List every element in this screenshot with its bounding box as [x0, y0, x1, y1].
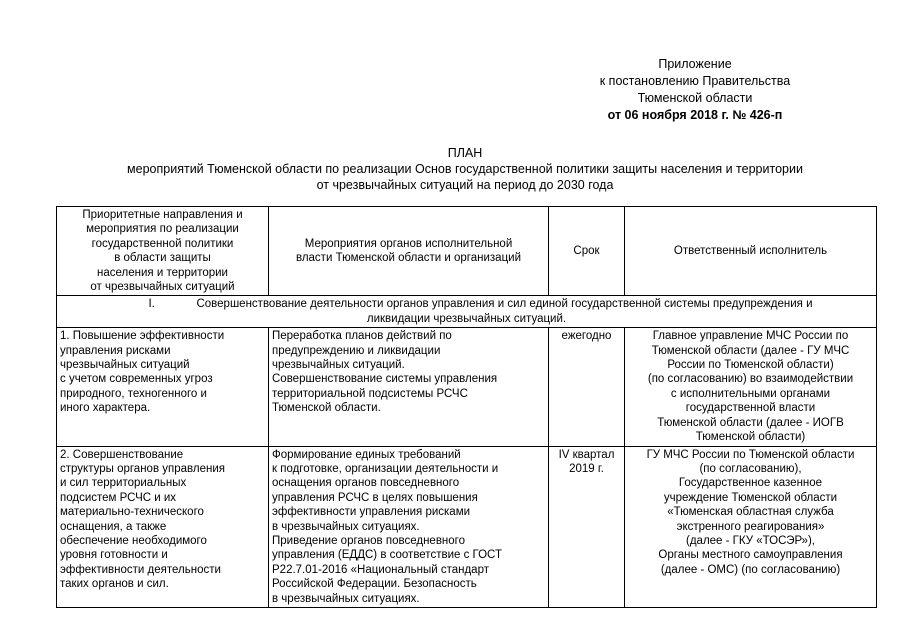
section-number: I.: [148, 298, 155, 311]
row1-executor: [625, 328, 877, 446]
cell-line: в чрезвычайных ситуациях.: [272, 520, 420, 533]
cell-line: оснащения, а также: [60, 520, 167, 533]
cell-line: чрезвычайных ситуаций: [60, 359, 190, 372]
section-title-line: ликвидации чрезвычайных ситуаций.: [366, 312, 567, 325]
title-line: мероприятий Тюменской области по реализации Основ государственной политики защиты населения и территории: [127, 162, 803, 176]
cell-line: предупреждению и ликвидации: [272, 344, 441, 357]
cell-line: иного характера.: [60, 402, 151, 415]
cell-line: (далее - ОМС) (по согласованию): [660, 563, 841, 576]
section-heading: [57, 296, 877, 328]
cell-line: природного, техногенного и: [60, 387, 207, 400]
cell-line: Переработка планов действий по: [272, 330, 452, 343]
cell-line: «Тюменская областная служба: [667, 506, 834, 519]
row2-term: [549, 446, 625, 607]
cell-line: Совершенствование системы управления: [272, 373, 498, 386]
header-measures: [269, 207, 549, 296]
cell-line: 2. Совершенствование: [60, 448, 184, 461]
cell-line: Тюменской области (далее - ГУ МЧС: [651, 344, 850, 357]
cell-line: и сил территориальных: [60, 477, 187, 490]
appendix-decree-date: от 06 ноября 2018 г. № 426-п: [607, 108, 783, 122]
cell-line: учреждение Тюменской области: [663, 491, 838, 504]
header-line: Мероприятия органов исполнительной: [304, 237, 513, 250]
table-header-row: [57, 207, 877, 296]
cell-line: (далее - ГКУ «ТОСЭР»),: [686, 534, 815, 547]
row2-direction: [57, 446, 269, 607]
cell-line: Российской Федерации. Безопасность: [272, 578, 477, 591]
section-title-line: Совершенствование деятельности органов управления и сил единой государственной системы предупреждения и: [196, 298, 813, 311]
cell-line: России по Тюменской области): [667, 359, 834, 372]
appendix-line: Тюменской области: [637, 91, 753, 105]
cell-line: с исполнительными органами: [670, 387, 831, 400]
table-row: [57, 446, 877, 607]
header-term: Срок: [549, 207, 625, 296]
row1-measures: [269, 328, 549, 446]
cell-line: Тюменской области (далее - ИОГВ: [657, 416, 844, 429]
cell-line: Государственное казенное: [678, 477, 823, 490]
cell-line: материально-технического: [60, 506, 204, 519]
cell-line: управления рисками: [60, 344, 171, 357]
cell-line: Формирование единых требований: [272, 448, 461, 461]
cell-line: ГУ МЧС России по Тюменской области: [646, 448, 855, 461]
header-line: государственной политики: [91, 237, 234, 250]
row2-measures: [269, 446, 549, 607]
cell-line: территориальной подсистемы РСЧС: [272, 387, 468, 400]
cell-line: ежегодно: [561, 330, 612, 343]
cell-line: IV квартал: [558, 448, 615, 461]
cell-line: в чрезвычайных ситуациях.: [272, 592, 420, 605]
header-line: от чрезвычайных ситуаций: [90, 281, 235, 294]
cell-line: (по согласованию) во взаимодействии: [647, 373, 854, 386]
cell-line: (по согласованию),: [699, 462, 802, 475]
cell-line: оснащения органов повседневного: [272, 477, 460, 490]
header-line: Приоритетные направления и: [82, 209, 243, 221]
header-line: в области защиты: [114, 252, 211, 265]
cell-line: Органы местного самоуправления: [658, 549, 843, 562]
cell-line: 1. Повышение эффективности: [60, 330, 225, 343]
cell-line: управления (ЕДДС) в соответствие с ГОСТ: [272, 549, 503, 562]
appendix-line: к постановлению Правительства: [599, 74, 791, 88]
cell-line: Приведение органов повседневного: [272, 534, 466, 547]
cell-line: с учетом современных угроз: [60, 373, 213, 386]
table-row: [57, 328, 877, 446]
cell-line: структуры органов управления: [60, 462, 225, 475]
cell-line: Р22.7.01-2016 «Национальный стандарт: [272, 563, 489, 576]
cell-line: подсистем РСЧС и их: [60, 491, 177, 504]
header-executor: Ответственный исполнитель: [625, 207, 877, 296]
cell-line: к подготовке, организации деятельности и: [272, 462, 499, 475]
section-row: [57, 296, 877, 328]
cell-line: 2019 г.: [569, 462, 604, 475]
row1-direction: [57, 328, 269, 446]
cell-line: эффективности управления рисками: [272, 506, 471, 519]
cell-line: таких органов и сил.: [60, 578, 169, 591]
header-line: власти Тюменской области и организаций: [295, 252, 521, 265]
appendix-line: Приложение: [658, 57, 732, 71]
cell-line: эффективности деятельности: [60, 563, 221, 576]
cell-line: чрезвычайных ситуаций.: [272, 359, 405, 372]
plan-table: [56, 206, 877, 608]
title-line: от чрезвычайных ситуаций на период до 2030 года: [316, 178, 614, 192]
row2-executor: [625, 446, 877, 607]
cell-line: управления РСЧС в целях повышения: [272, 491, 478, 504]
appendix-block: [520, 56, 870, 124]
header-line: мероприятия по реализации: [86, 223, 239, 236]
cell-line: Тюменской области): [695, 431, 806, 444]
cell-line: Главное управление МЧС России по: [652, 330, 849, 343]
cell-line: обеспечение необходимого: [60, 534, 207, 547]
cell-line: экстренного реагирования»: [676, 520, 825, 533]
title-line: ПЛАН: [447, 146, 483, 160]
cell-line: уровня готовности и: [60, 549, 168, 562]
cell-line: Тюменской области.: [272, 402, 381, 415]
row1-term: [549, 328, 625, 446]
header-directions: [57, 207, 269, 296]
cell-line: государственной власти: [685, 402, 816, 415]
header-line: населения и территории: [97, 266, 228, 279]
document-title: [60, 145, 870, 193]
